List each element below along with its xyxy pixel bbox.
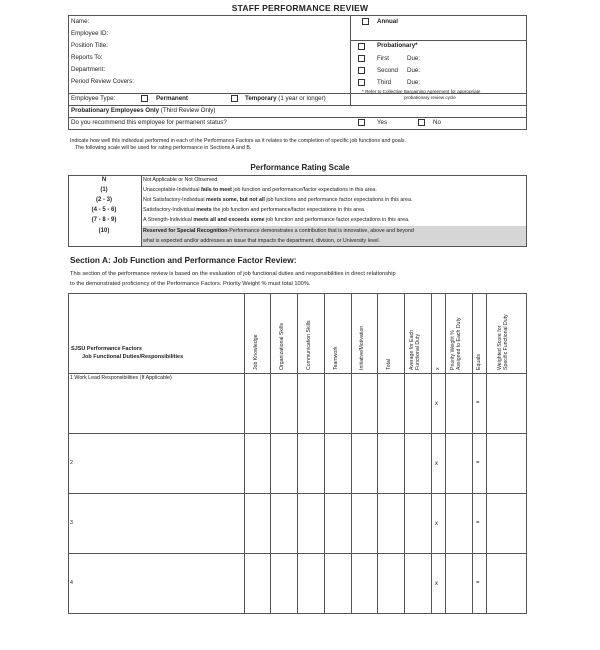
second-review-label: Second <box>377 67 398 74</box>
probationary-only-note: (Third Review Only) <box>160 107 216 114</box>
probationary-label: Probationary* <box>377 42 418 49</box>
col-average: Average for Each Functional Duty <box>409 330 421 370</box>
col-priority-weight: Priority Weight % Assigned to Each Duty <box>450 317 462 370</box>
duty-row-2-equals: = <box>476 460 480 466</box>
permanent-checkbox[interactable] <box>141 95 148 102</box>
col-teamwork: Teamwork <box>333 346 339 370</box>
col-total: Total <box>386 359 392 370</box>
col-communication-skills: Communication Skills <box>306 320 312 370</box>
scale-code-4-6: (4 - 5 - 6) <box>91 207 117 213</box>
scale-desc-2-3 <box>143 197 412 203</box>
temporary-checkbox[interactable] <box>231 95 238 102</box>
employee-type-label: Employee Type: <box>71 95 116 102</box>
duty-row-2-label: 2 <box>70 460 73 466</box>
scale-desc-2-3-post: job functions and performance factor expectations in this area. <box>264 197 413 203</box>
table-subtitle: Job Functional Duties/Responsibilities <box>82 354 184 360</box>
duty-row-3-equals: = <box>476 520 480 526</box>
recommend-yes-checkbox[interactable] <box>358 119 365 126</box>
reports-to-label: Reports To: <box>71 54 103 61</box>
instructions-line-1: Indicate how well this individual performed in each of the Performance Factors as it relates to the completion of specific job functions and goals. <box>70 138 406 144</box>
period-review-label: Period Review Covers: <box>71 78 134 85</box>
duty-row-3-x: x <box>435 521 438 527</box>
temporary-note: (1 year or longer) <box>278 95 326 102</box>
third-due-label: Due: <box>407 79 421 86</box>
page-title: STAFF PERFORMANCE REVIEW <box>231 3 369 13</box>
temporary-label: Temporary <box>245 95 277 102</box>
scale-desc-2-3-pre: Not Satisfactory-Individual <box>143 197 207 203</box>
scale-desc-10-bold: Reserved for Special Recognition <box>143 228 228 234</box>
third-review-checkbox[interactable] <box>358 79 365 86</box>
section-a-desc-2: to the demonstrated proficiency of the Performance Factors. Priority Weight % must total 100%. <box>70 281 311 287</box>
scale-desc-10-line-1 <box>143 228 414 234</box>
duty-row-1-x: x <box>435 401 438 407</box>
scale-desc-n <box>143 177 217 183</box>
position-title-label: Position Title: <box>71 42 108 49</box>
first-due-label: Due: <box>407 55 421 62</box>
col-weighted-score: Weighted Score for Specific Functional Duty <box>497 314 509 370</box>
section-a-desc-1: This section of the performance review is based on the evaluation of job functional duties and responsibilities in direct relationship <box>70 271 396 277</box>
scale-desc-n-pre: Not Applicable or Not Observed <box>143 177 218 183</box>
annual-label: Annual <box>377 18 398 25</box>
col-organizational-skills: Organizational Skills <box>279 323 285 370</box>
scale-desc-7-9 <box>143 217 410 223</box>
scale-desc-10-line-2: what is expected and/or addresses an issue that impacts the department, division, or University level. <box>143 238 381 244</box>
scale-desc-10-rest: -Performance demonstrates a contribution that is innovative, above and beyond <box>227 228 414 234</box>
scale-code-1: (1) <box>100 187 108 193</box>
col-initiative: Initiative/Motivation <box>359 325 365 370</box>
recommend-yes-label: Yes <box>377 119 388 126</box>
scale-code-2-3: (2 - 3) <box>95 197 112 203</box>
scale-desc-4-6 <box>143 207 365 213</box>
scale-desc-1-pre: Unacceptable-Individual <box>143 187 202 193</box>
scale-code-n: N <box>101 177 107 183</box>
col-equals: Equals <box>476 354 482 370</box>
scale-desc-1 <box>143 187 377 193</box>
scale-desc-7-9-post: job function and performance factor expectations in this area. <box>264 217 410 223</box>
scale-desc-2-3-bold: meets some, but not all <box>206 197 265 203</box>
permanent-label: Permanent <box>156 95 188 102</box>
second-review-checkbox[interactable] <box>358 67 365 74</box>
first-review-label: First <box>377 55 390 62</box>
duty-row-4-equals: = <box>476 580 480 586</box>
duty-row-2-x: x <box>435 461 438 467</box>
scale-desc-1-post: job function and performance/factor expectations in this area. <box>231 187 377 193</box>
department-label: Department: <box>71 66 106 73</box>
instructions-line-2: The following scale will be used for rating performance in Sections A and B. <box>75 145 252 151</box>
recommend-question: Do you recommend this employee for permanent status? <box>71 119 227 126</box>
name-label: Name: <box>71 18 90 25</box>
rating-scale-title: Performance Rating Scale <box>250 163 350 172</box>
scale-desc-4-6-bold: meets <box>196 207 212 213</box>
probationary-only-text <box>71 108 215 114</box>
refer-note-1: * Refer to Collective Bargaining Agreement for appropriate <box>362 89 481 94</box>
probationary-checkbox[interactable] <box>358 43 365 50</box>
duty-row-1-equals: = <box>476 400 480 406</box>
recommend-no-label: No <box>433 119 441 126</box>
duty-row-1-label: 1 Work Lead Responsibilities (If Applicable) <box>70 375 172 381</box>
duty-row-4-label: 4 <box>70 580 73 586</box>
temporary-text <box>245 96 326 102</box>
first-review-checkbox[interactable] <box>358 55 365 62</box>
scale-desc-1-bold: fails to meet <box>201 187 232 193</box>
col-x: x <box>435 367 441 370</box>
probationary-only-label: Probationary Employees Only <box>71 107 160 114</box>
employee-id-label: Employee ID: <box>71 30 109 37</box>
duty-row-4-x: x <box>435 581 438 587</box>
duty-row-3-label: 3 <box>70 520 73 526</box>
scale-code-10: (10) <box>98 228 110 234</box>
second-due-label: Due: <box>407 67 421 74</box>
scale-code-7-9: (7 - 8 - 9) <box>91 217 117 223</box>
section-a-title: Section A: Job Function and Performance Factor Review: <box>70 255 297 265</box>
recommend-no-checkbox[interactable] <box>418 119 425 126</box>
annual-checkbox[interactable] <box>362 18 369 25</box>
refer-note-2: probationary review cycle <box>404 95 456 100</box>
scale-desc-7-9-bold: meets all and exceeds some <box>193 217 265 223</box>
table-title: SJSU Performance Factors <box>71 346 142 352</box>
scale-desc-7-9-pre: A Strength-Individual <box>143 217 194 223</box>
col-job-knowledge: Job Knowledge <box>253 334 259 370</box>
scale-desc-4-6-post: the job function and performance/factor expectations in this area. <box>211 207 366 213</box>
third-review-label: Third <box>377 79 392 86</box>
scale-desc-4-6-pre: Satisfactory-Individual <box>143 207 197 213</box>
